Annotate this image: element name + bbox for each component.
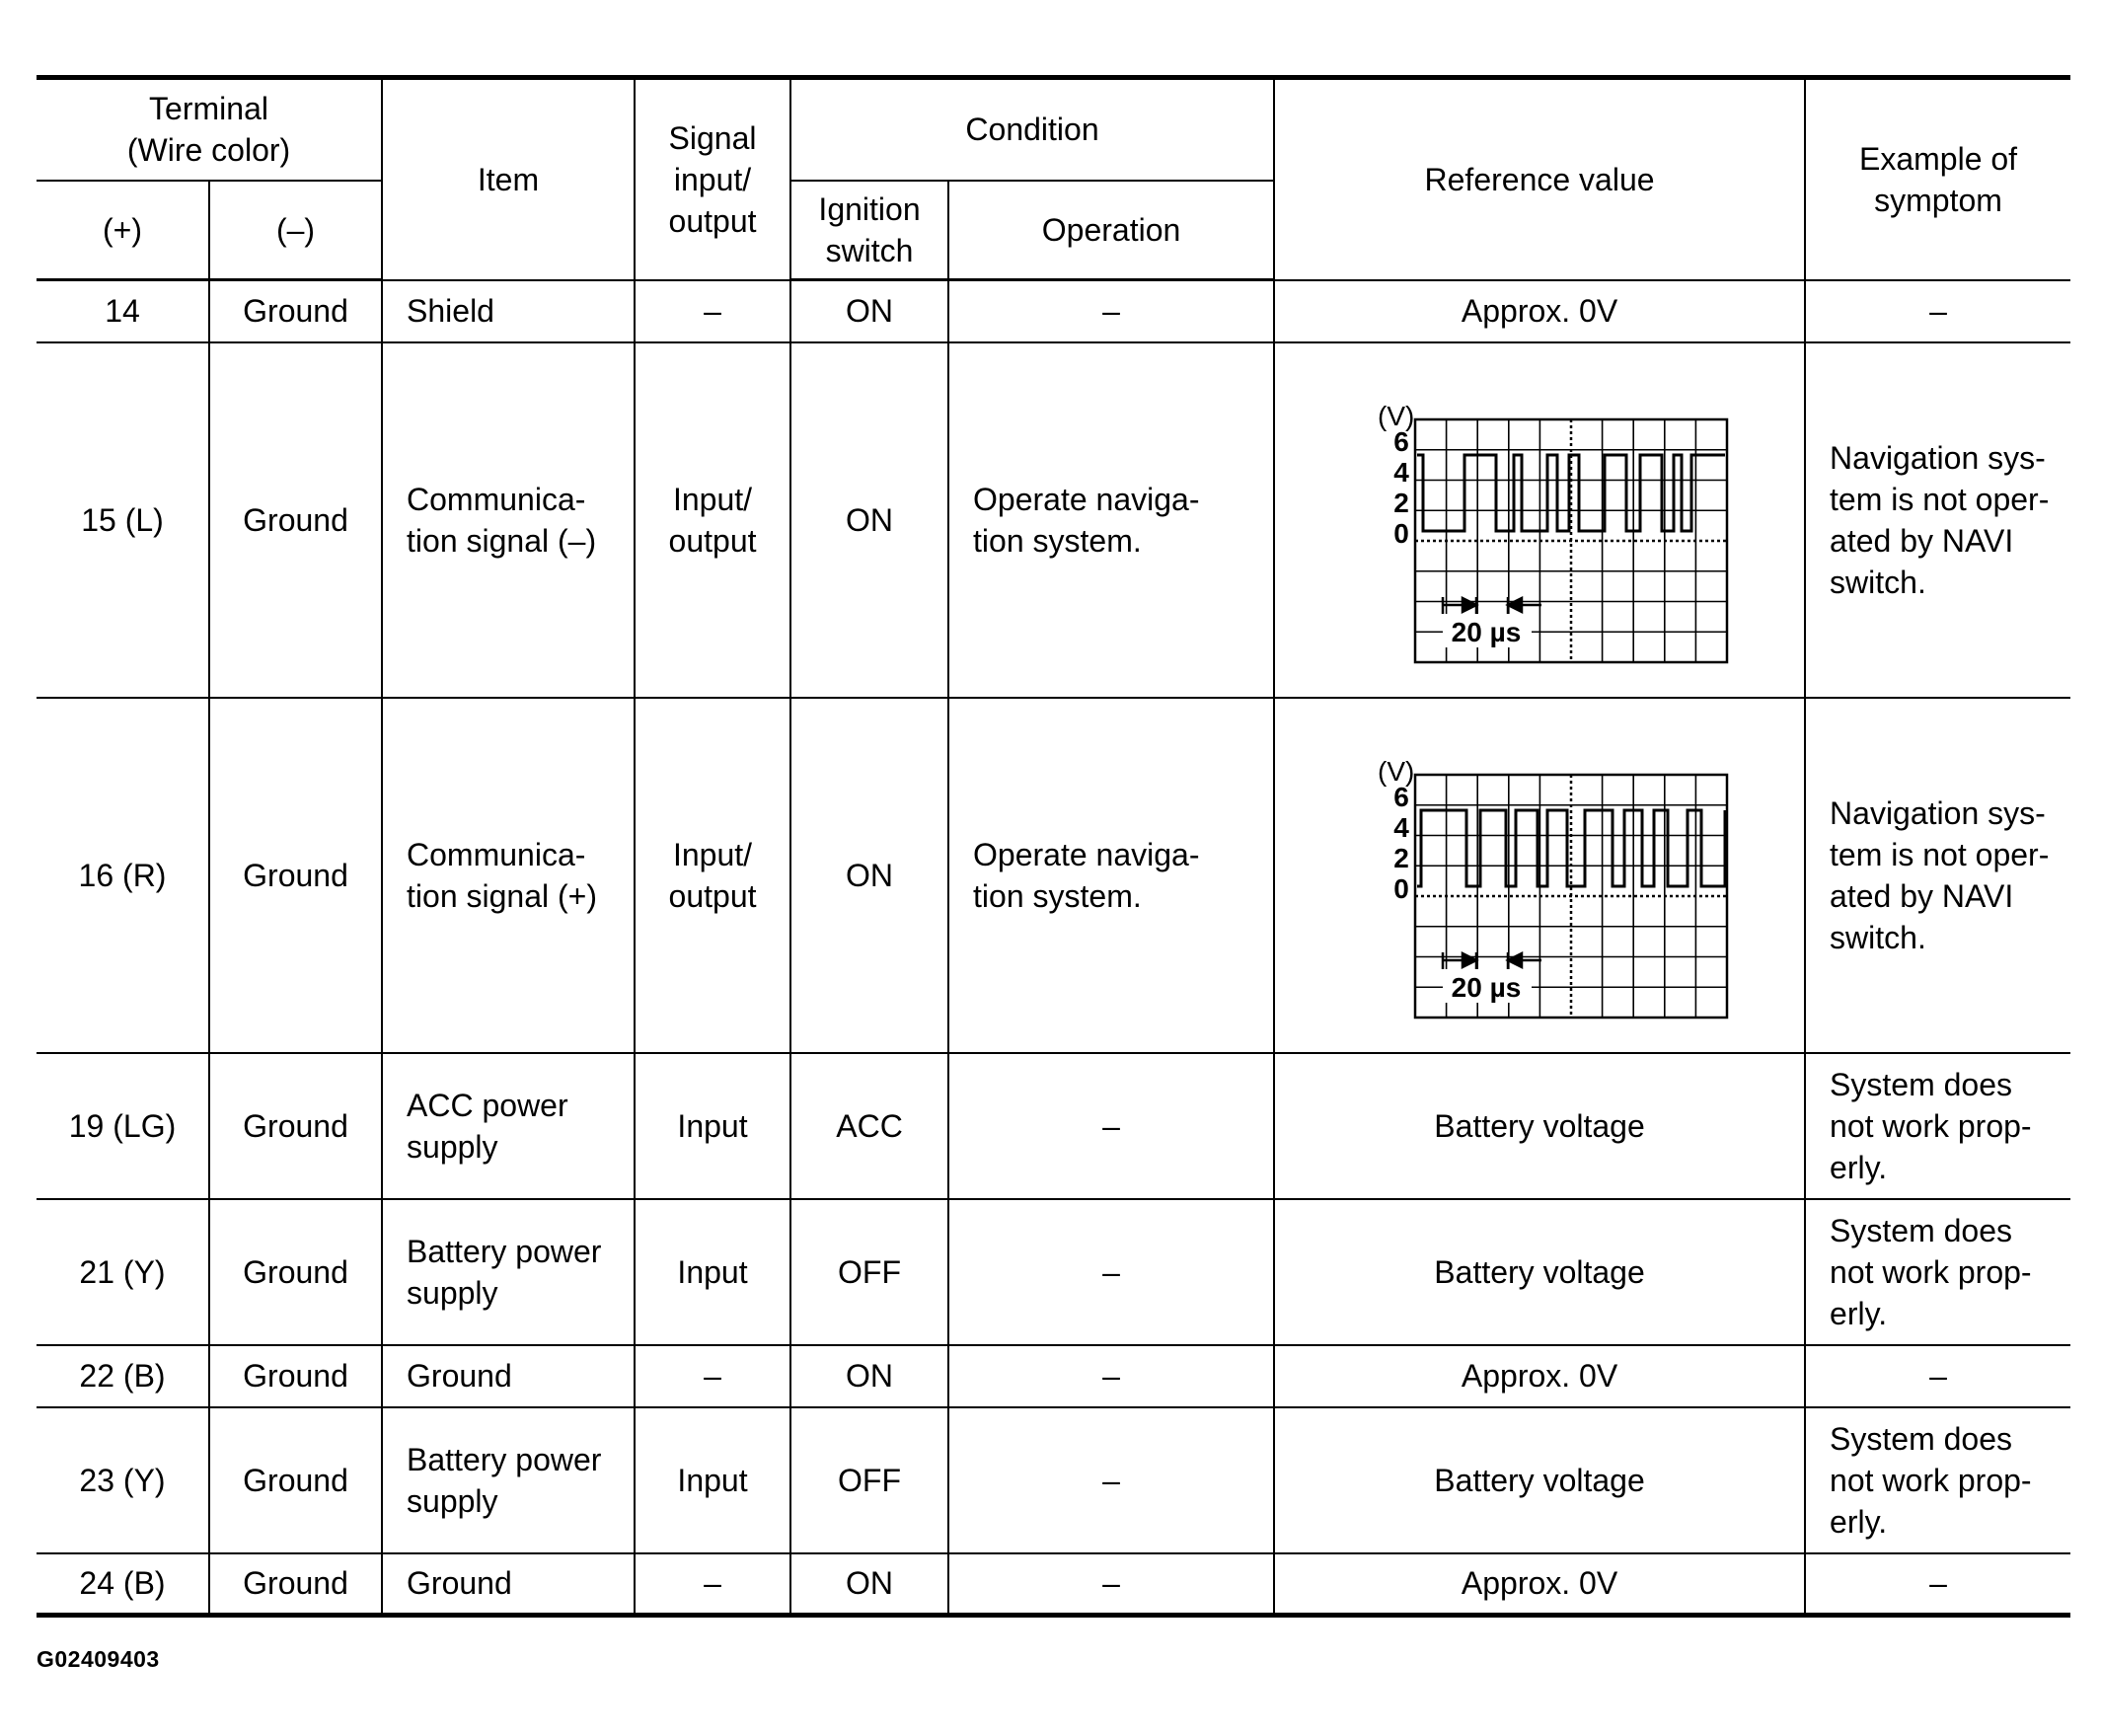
cell-signal: Input [635, 1053, 790, 1199]
cell-minus: Ground [209, 1407, 382, 1553]
cell-symptom: Navigation sys- tem is not oper- ated by NAVI switch. [1805, 342, 2070, 698]
cell-signal: – [635, 1345, 790, 1407]
cell-minus: Ground [209, 342, 382, 698]
header-item: Item [382, 78, 635, 280]
cell-minus: Ground [209, 1345, 382, 1407]
table-row [37, 280, 2070, 342]
waveform-time-marker [1443, 952, 1541, 969]
header-minus: (–) [209, 181, 382, 280]
figure-code: G02409403 [37, 1646, 160, 1672]
cell-reference: Approx. 0V [1274, 1553, 1805, 1616]
waveform-tick-label: 6 [1393, 425, 1409, 457]
cell-plus: 21 (Y) [37, 1199, 209, 1345]
cell-operation: – [948, 1199, 1274, 1345]
cell-plus: 16 (R) [37, 698, 209, 1053]
table-row [37, 1053, 2070, 1199]
cell-plus: 23 (Y) [37, 1407, 209, 1553]
waveform-chart-2 [1332, 727, 1747, 1023]
cell-signal: Input/ output [635, 698, 790, 1053]
cell-ignition: ON [790, 1345, 948, 1407]
cell-ignition: ON [790, 342, 948, 698]
header-condition: Condition [790, 78, 1274, 181]
cell-signal: Input [635, 1199, 790, 1345]
cell-plus: 24 (B) [37, 1553, 209, 1616]
waveform-time-marker [1443, 597, 1541, 614]
cell-minus: Ground [209, 698, 382, 1053]
cell-operation: – [948, 1407, 1274, 1553]
cell-plus: 15 (L) [37, 342, 209, 698]
header-terminal: Terminal (Wire color) [37, 78, 382, 181]
waveform-tick-label: 2 [1393, 842, 1409, 873]
waveform-time-label: 20 µs [1451, 616, 1522, 647]
cell-operation: Operate naviga- tion system. [948, 342, 1274, 698]
cell-symptom: System does not work prop- erly. [1805, 1407, 2070, 1553]
cell-operation: – [948, 1553, 1274, 1616]
cell-reference: Approx. 0V [1274, 1345, 1805, 1407]
table-row [37, 342, 2070, 698]
cell-ignition: ON [790, 280, 948, 342]
cell-reference: Battery voltage [1274, 1407, 1805, 1553]
cell-ignition: ON [790, 698, 948, 1053]
cell-minus: Ground [209, 280, 382, 342]
cell-item: Communica- tion signal (–) [382, 342, 635, 698]
cell-item: Ground [382, 1553, 635, 1616]
cell-reference: Approx. 0V [1274, 280, 1805, 342]
cell-signal: – [635, 280, 790, 342]
waveform-time-label: 20 µs [1451, 971, 1522, 1003]
header-reference: Reference value [1274, 78, 1805, 280]
cell-minus: Ground [209, 1553, 382, 1616]
cell-ignition: ACC [790, 1053, 948, 1199]
cell-item: Battery power supply [382, 1199, 635, 1345]
cell-reference: Battery voltage [1274, 1053, 1805, 1199]
cell-item: Ground [382, 1345, 635, 1407]
table-row [37, 1407, 2070, 1553]
cell-symptom: System does not work prop- erly. [1805, 1053, 2070, 1199]
cell-operation: Operate naviga- tion system. [948, 698, 1274, 1053]
cell-signal: – [635, 1553, 790, 1616]
cell-operation: – [948, 280, 1274, 342]
waveform-tick-label: 0 [1393, 872, 1409, 904]
waveform-unit-label: (V) [1378, 400, 1415, 431]
cell-item: Battery power supply [382, 1407, 635, 1553]
cell-symptom: – [1805, 280, 2070, 342]
cell-signal: Input [635, 1407, 790, 1553]
waveform-tick-label: 0 [1393, 517, 1409, 549]
waveform-chart-1 [1332, 372, 1747, 668]
header-operation: Operation [948, 181, 1274, 280]
table-row [37, 1553, 2070, 1616]
table-row [37, 1199, 2070, 1345]
table-row [37, 1345, 2070, 1407]
cell-ignition: OFF [790, 1199, 948, 1345]
cell-symptom: – [1805, 1553, 2070, 1616]
cell-ignition: OFF [790, 1407, 948, 1553]
cell-reference: Battery voltage [1274, 1199, 1805, 1345]
cell-symptom: – [1805, 1345, 2070, 1407]
header-symptom: Example of symptom [1805, 78, 2070, 280]
cell-minus: Ground [209, 1053, 382, 1199]
cell-symptom: Navigation sys- tem is not oper- ated by NAVI switch. [1805, 698, 2070, 1053]
header-signal: Signal input/ output [635, 78, 790, 280]
cell-ignition: ON [790, 1553, 948, 1616]
waveform-tick-label: 6 [1393, 781, 1409, 812]
waveform-unit-label: (V) [1378, 755, 1415, 787]
waveform-tick-label: 2 [1393, 487, 1409, 518]
cell-item: ACC power supply [382, 1053, 635, 1199]
cell-operation: – [948, 1345, 1274, 1407]
waveform-tick-label: 4 [1393, 456, 1409, 488]
cell-reference-waveform [1274, 342, 1805, 698]
header-plus: (+) [37, 181, 209, 280]
cell-plus: 19 (LG) [37, 1053, 209, 1199]
cell-minus: Ground [209, 1199, 382, 1345]
terminal-reference-table [37, 75, 2070, 1618]
waveform-tick-label: 4 [1393, 811, 1409, 843]
cell-symptom: System does not work prop- erly. [1805, 1199, 2070, 1345]
table-row [37, 698, 2070, 1053]
cell-reference-waveform [1274, 698, 1805, 1053]
cell-plus: 22 (B) [37, 1345, 209, 1407]
cell-item: Shield [382, 280, 635, 342]
header-ignition: Ignition switch [790, 181, 948, 280]
cell-operation: – [948, 1053, 1274, 1199]
cell-plus: 14 [37, 280, 209, 342]
cell-item: Communica- tion signal (+) [382, 698, 635, 1053]
cell-signal: Input/ output [635, 342, 790, 698]
